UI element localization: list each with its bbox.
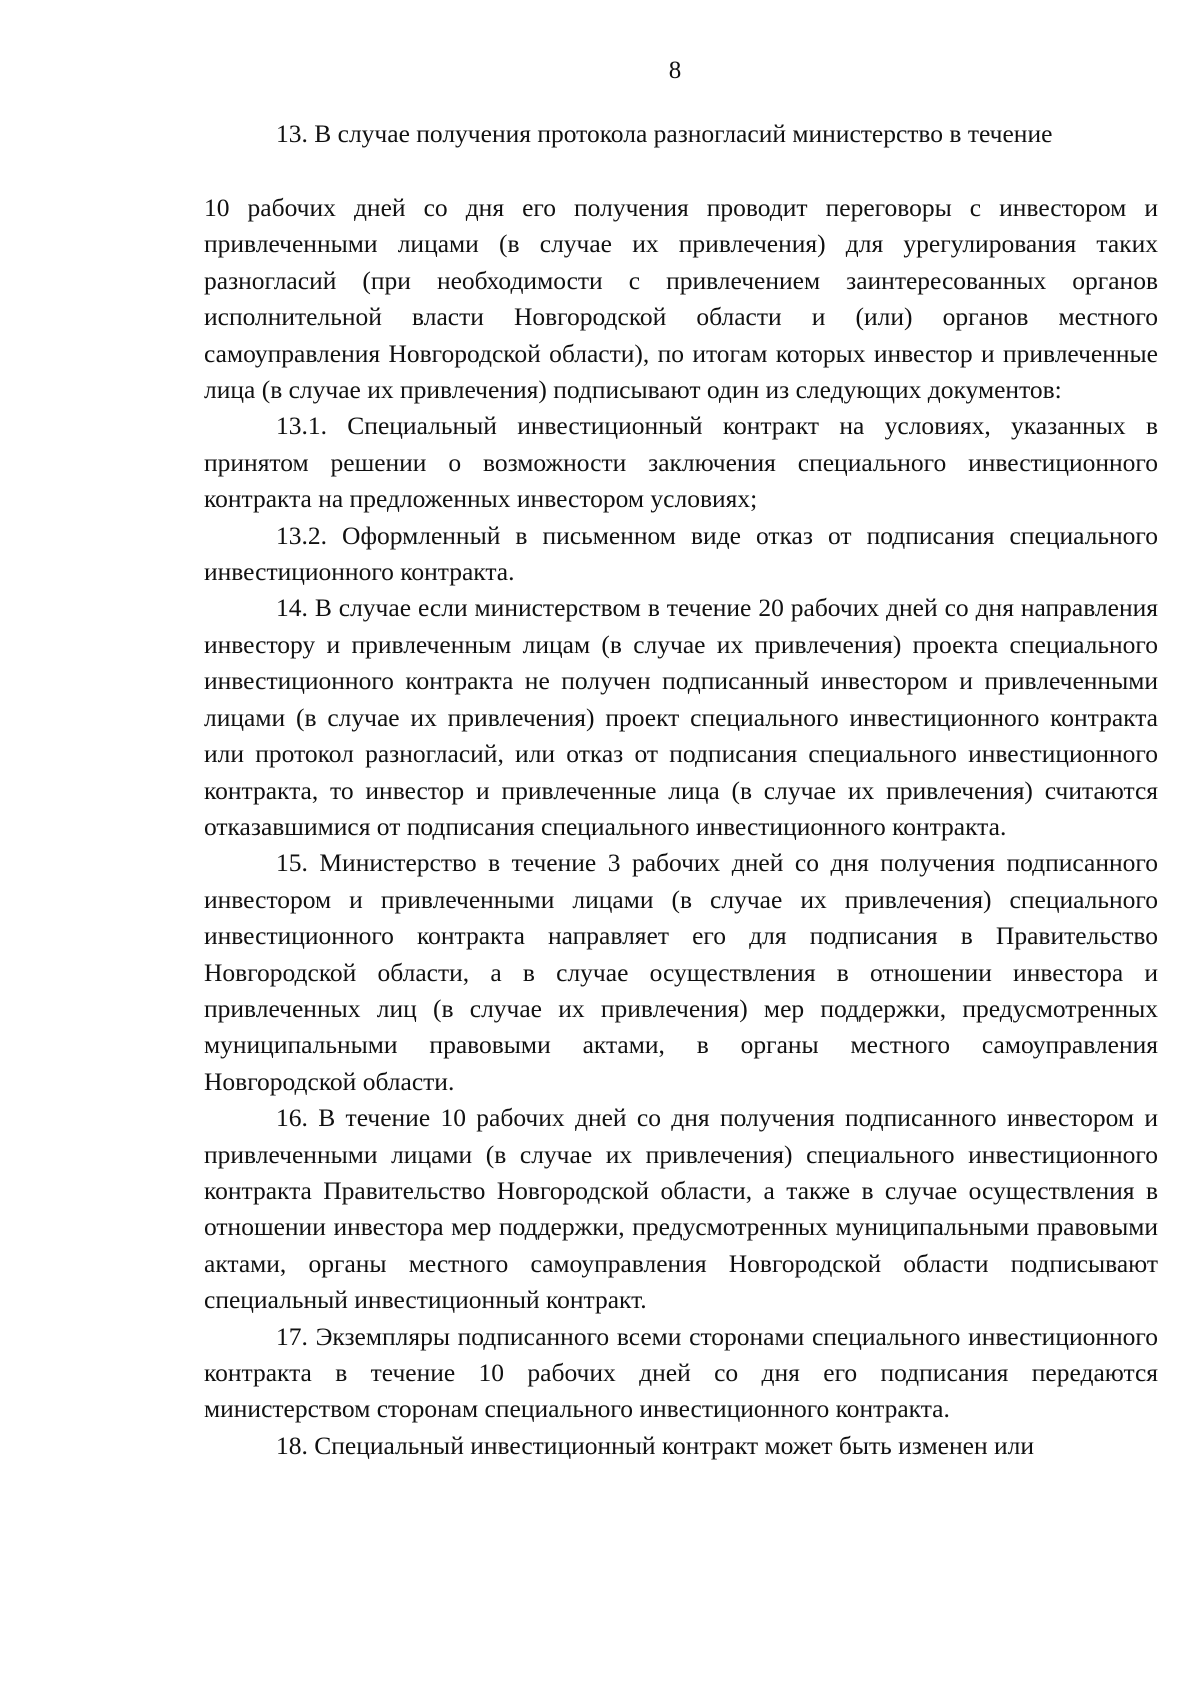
paragraph-13-2: 13.2. Оформленный в письменном виде отказ от подписания специального инвестиционного контракта. (204, 520, 1158, 587)
paragraph-16: 16. В течение 10 рабочих дней со дня получения подписанного инвестором и привлеченными лицами (в случае их привлечения) специального инвестиционного контракта Правительство Новгородской области, а также в случае осуществления в отношении инвестора мер поддержки, предусмотренных муниципальными правовыми актами, органы местного самоуправления Новгородской области подписывают специальный инвестиционный контракт. (204, 1103, 1158, 1315)
paragraph-17: 17. Экземпляры подписанного всеми сторонами специального инвестиционного контракта в течение 10 рабочих дней со дня его подписания передаются министерством сторонам специального инвестиционного контракта. (204, 1321, 1158, 1424)
paragraph-13-continued: 10 рабочих дней со дня его получения проводит переговоры с инвестором и привлеченными лицами (в случае их привлечения) для урегулирования таких разногласий (при необходимости с привлечением заинтересованных органов исполнительной власти Новгородской области и (или) органов местного самоуправления Новгородской области), по итогам которых инвестор и привлеченные лица (в случае их привлечения) подписывают один из следующих документов: (204, 193, 1158, 405)
document-body (204, 190, 1158, 1464)
paragraph-14: 14. В случае если министерством в течение 20 рабочих дней со дня направления инвестору и привлеченным лицам (в случае их привлечения) проекта специального инвестиционного контракта не получен подписанный инвестором и привлеченными лицами (в случае их привлечения) проект специального инвестиционного контракта или протокол разногласий, или отказ от подписания специального инвестиционного контракта, то инвестор и привлеченные лица (в случае их привлечения) считаются отказавшимися от подписания специального инвестиционного контракта. (204, 593, 1158, 841)
paragraph-15: 15. Министерство в течение 3 рабочих дней со дня получения подписанного инвестором и привлеченными лицами (в случае их привлечения) специального инвестиционного контракта направляет его для подписания в Правительство Новгородской области, а в случае осуществления в отношении инвестора и привлеченных лиц (в случае их привлечения) мер поддержки, предусмотренных муниципальными правовыми актами, в органы местного самоуправления Новгородской области. (204, 848, 1158, 1096)
paragraph-18: 18. Специальный инвестиционный контракт может быть изменен или (276, 1430, 1034, 1460)
page-number: 8 (668, 57, 682, 84)
paragraph-13-heading: 13. В случае получения протокола разногласий министерство в течение (276, 119, 1053, 148)
paragraph-13-1: 13.1. Специальный инвестиционный контракт на условиях, указанных в принятом решении о возможности заключения специального инвестиционного контракта на предложенных инвестором условиях; (204, 411, 1158, 514)
